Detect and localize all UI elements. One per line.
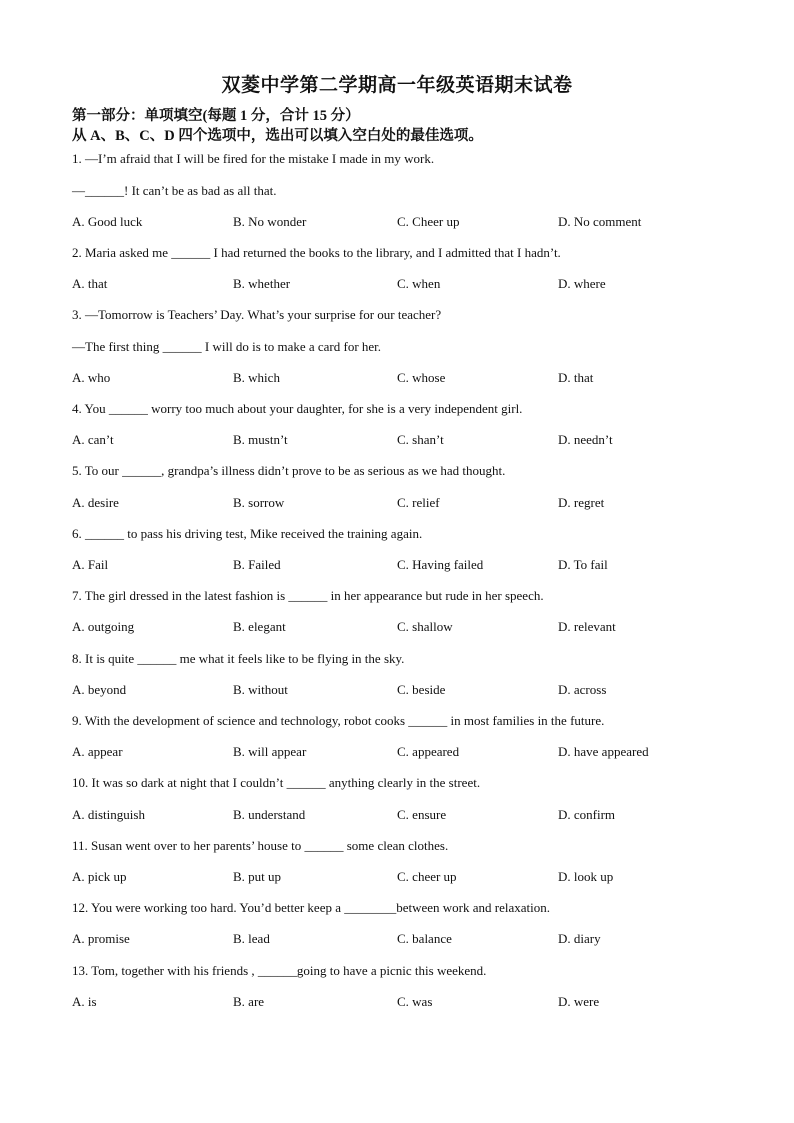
option-a[interactable]: A. Fail	[72, 557, 109, 572]
option-d[interactable]: D. To fail	[558, 557, 608, 572]
section-instruction: 从 A、B、C、D 四个选项中，选出可以填入空白处的最佳选项。	[72, 128, 483, 144]
question-3-response: —The first thing ______ I will do is to make a card for her.	[72, 339, 382, 354]
option-a[interactable]: A. Good luck	[72, 214, 143, 229]
question-11-stem: 11. Susan went over to her parents’ house to ______ some clean clothes.	[72, 838, 449, 853]
option-b[interactable]: B. which	[233, 370, 280, 385]
option-d[interactable]: D. across	[558, 682, 607, 697]
option-c[interactable]: C. relief	[397, 495, 440, 510]
question-8-stem: 8. It is quite ______ me what it feels like to be flying in the sky.	[72, 651, 405, 666]
question-13-options	[72, 994, 772, 1012]
question-4-stem: 4. You ______ worry too much about your daughter, for she is a very independent girl.	[72, 401, 523, 416]
option-d[interactable]: D. needn’t	[558, 432, 613, 447]
option-d[interactable]: D. look up	[558, 869, 614, 884]
question-10-options	[72, 807, 772, 825]
option-c[interactable]: C. when	[397, 276, 441, 291]
question-7-stem: 7. The girl dressed in the latest fashion is ______ in her appearance but rude in her speech.	[72, 588, 544, 603]
option-a[interactable]: A. distinguish	[72, 807, 145, 822]
option-a[interactable]: A. is	[72, 994, 97, 1009]
option-c[interactable]: C. cheer up	[397, 869, 457, 884]
question-2-stem: 2. Maria asked me ______ I had returned the books to the library, and I admitted that I hadn’t.	[72, 245, 561, 260]
question-5-stem: 5. To our ______, grandpa’s illness didn’t prove to be as serious as we had thought.	[72, 463, 506, 478]
option-a[interactable]: A. desire	[72, 495, 119, 510]
option-a[interactable]: A. pick up	[72, 869, 127, 884]
option-d[interactable]: D. that	[558, 370, 594, 385]
question-11-options	[72, 869, 772, 887]
question-6-options	[72, 557, 772, 575]
question-2-options	[72, 276, 772, 294]
option-b[interactable]: B. elegant	[233, 619, 286, 634]
option-c[interactable]: C. appeared	[397, 744, 460, 759]
option-c[interactable]: C. Having failed	[397, 557, 484, 572]
question-4-options	[72, 432, 772, 450]
option-b[interactable]: B. No wonder	[233, 214, 307, 229]
option-b[interactable]: B. lead	[233, 931, 270, 946]
option-d[interactable]: D. where	[558, 276, 606, 291]
question-8-options	[72, 682, 772, 700]
question-9-stem: 9. With the development of science and technology, robot cooks ______ in most families in the future.	[72, 713, 605, 728]
option-c[interactable]: C. Cheer up	[397, 214, 460, 229]
option-b[interactable]: B. will appear	[233, 744, 307, 759]
option-b[interactable]: B. without	[233, 682, 288, 697]
option-a[interactable]: A. beyond	[72, 682, 127, 697]
option-c[interactable]: C. whose	[397, 370, 446, 385]
option-a[interactable]: A. can’t	[72, 432, 114, 447]
option-a[interactable]: A. that	[72, 276, 108, 291]
question-12-stem: 12. You were working too hard. You’d better keep a ________between work and relaxation.	[72, 900, 551, 915]
option-a[interactable]: A. outgoing	[72, 619, 135, 634]
option-d[interactable]: D. have appeared	[558, 744, 649, 759]
option-c[interactable]: C. shan’t	[397, 432, 444, 447]
option-b[interactable]: B. sorrow	[233, 495, 285, 510]
question-3-options	[72, 370, 772, 388]
option-a[interactable]: A. who	[72, 370, 111, 385]
option-c[interactable]: C. beside	[397, 682, 446, 697]
page-title: 双菱中学第二学期高一年级英语期末试卷	[221, 75, 573, 96]
option-b[interactable]: B. whether	[233, 276, 291, 291]
option-b[interactable]: B. understand	[233, 807, 306, 822]
question-3-stem: 3. —Tomorrow is Teachers’ Day. What’s your surprise for our teacher?	[72, 307, 442, 322]
question-1-stem: 1. —I’m afraid that I will be fired for the mistake I made in my work.	[72, 151, 435, 166]
question-7-options	[72, 619, 772, 637]
option-a[interactable]: A. promise	[72, 931, 130, 946]
option-b[interactable]: B. Failed	[233, 557, 281, 572]
option-b[interactable]: B. mustn’t	[233, 432, 288, 447]
option-a[interactable]: A. appear	[72, 744, 123, 759]
option-c[interactable]: C. balance	[397, 931, 452, 946]
question-1-options	[72, 214, 772, 232]
option-b[interactable]: B. put up	[233, 869, 282, 884]
section-heading: 第一部分：单项填空(每题 1 分，合计 15 分）	[72, 108, 360, 124]
option-c[interactable]: C. shallow	[397, 619, 453, 634]
question-10-stem: 10. It was so dark at night that I couldn’t ______ anything clearly in the street.	[72, 775, 481, 790]
option-d[interactable]: D. diary	[558, 931, 601, 946]
question-12-options	[72, 931, 772, 949]
question-6-stem: 6. ______ to pass his driving test, Mike received the training again.	[72, 526, 423, 541]
question-9-options	[72, 744, 772, 762]
option-d[interactable]: D. relevant	[558, 619, 616, 634]
question-5-options	[72, 495, 772, 513]
option-d[interactable]: D. were	[558, 994, 600, 1009]
option-d[interactable]: D. No comment	[558, 214, 642, 229]
option-b[interactable]: B. are	[233, 994, 265, 1009]
option-d[interactable]: D. confirm	[558, 807, 616, 822]
option-d[interactable]: D. regret	[558, 495, 605, 510]
question-13-stem: 13. Tom, together with his friends , ______going to have a picnic this weekend.	[72, 963, 487, 978]
option-c[interactable]: C. was	[397, 994, 433, 1009]
question-1-response: —______! It can’t be as bad as all that.	[72, 183, 277, 198]
option-c[interactable]: C. ensure	[397, 807, 447, 822]
